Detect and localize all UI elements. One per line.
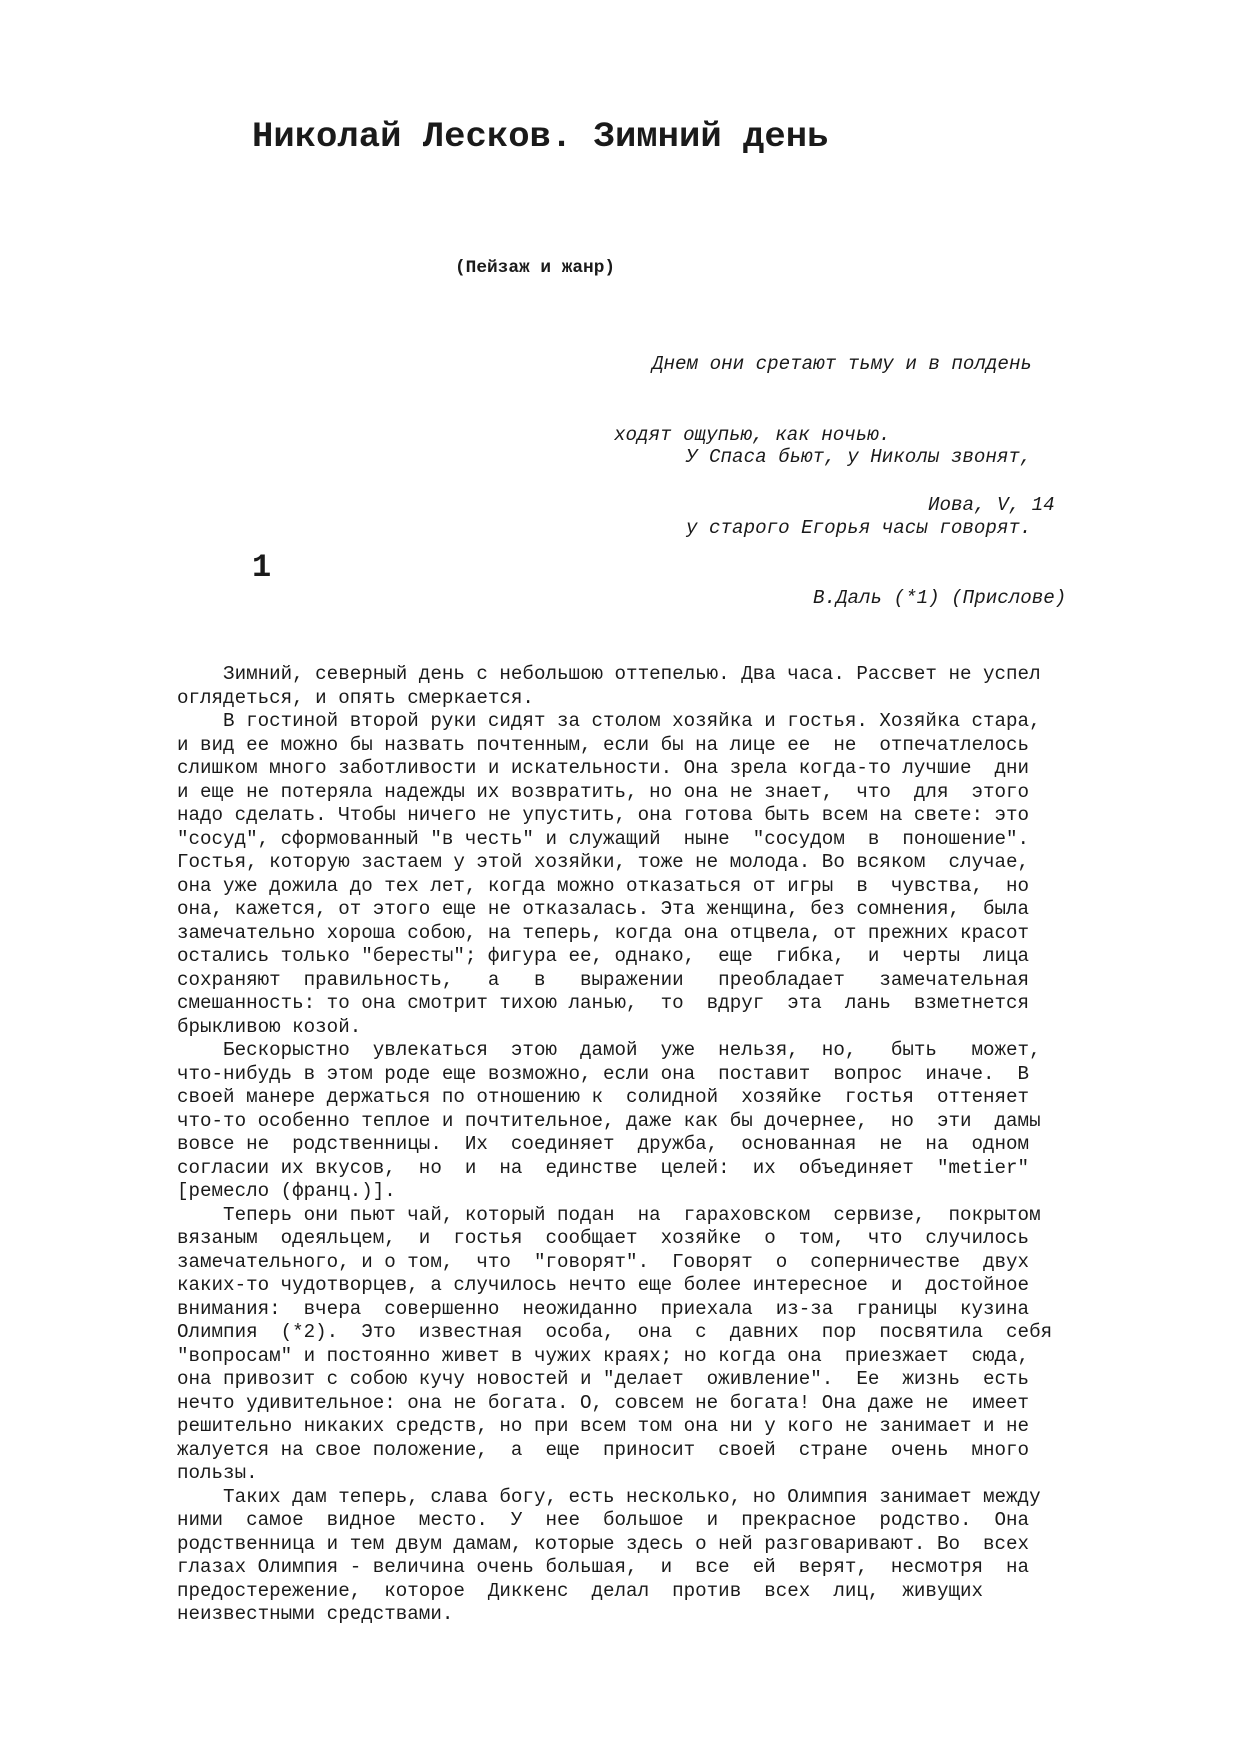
body-line: и вид ее можно бы назвать почтенным, если бы на лице ее не отпечатлелось: [177, 733, 1030, 756]
body-line: неизвестными средствами.: [177, 1603, 454, 1625]
body-line: родственница и тем двум дамам, которые здесь о ней разговаривают. Во всех: [177, 1532, 1030, 1555]
epigraph-dahl: [686, 399, 1066, 634]
body-line: внимания: вчера совершенно неожиданно приехала из-за границы кузина: [177, 1297, 1030, 1320]
body-line: Таких дам теперь, слава богу, есть несколько, но Олимпия занимает между: [177, 1485, 1041, 1508]
body-line: и еще не потеряла надежды их возвратить, но она не знает, что для этого: [177, 780, 1030, 803]
body-line: брыкливою козой.: [177, 1015, 362, 1038]
document-title: Николай Лесков. Зимний день: [252, 116, 829, 157]
body-line: глазах Олимпия - величина очень большая, и все ей верят, несмотря на: [177, 1556, 1030, 1578]
body-line: предостережение, которое Диккенс делал против всех лиц, живущих: [177, 1579, 984, 1602]
body-line: согласии их вкусов, но и на единстве целей: их объединяет "metier": [177, 1156, 1030, 1179]
body-line: остались только "бересты"; фигура ее, однако, еще гибка, и черты лица: [177, 945, 1030, 967]
body-line: Теперь они пьют чай, который подан на гараховском сервизе, покрытом: [177, 1203, 1041, 1226]
body-text: [177, 663, 1097, 1627]
body-line: надо сделать. Чтобы ничего не упустить, она готова быть всем на свете: это: [177, 804, 1030, 826]
body-line: слишком много заботливости и искательности. Она зрела когда-то лучшие дни: [177, 757, 1030, 779]
body-line: замечательного, и о том, что "говорят". Говорят о соперничестве двух: [177, 1250, 1030, 1273]
body-line: смешанность: то она смотрит тихою ланью, то вдруг эта лань взметнется: [177, 992, 1030, 1014]
body-line: что-нибудь в этом роде еще возможно, если она поставит вопрос иначе. В: [177, 1062, 1030, 1085]
epigraph-line: Днем они сретают тьму и в полдень: [652, 353, 1032, 375]
epigraph-line: У Спаса бьют, у Николы звонят,: [686, 446, 1032, 468]
body-line: вязаным одеяльцем, и гостья сообщает хозяйке о том, что случилось: [177, 1227, 1030, 1249]
body-line: нечто удивительное: она не богата. О, совсем не богата! Она даже не имеет: [177, 1391, 1030, 1414]
chapter-number: 1: [252, 549, 272, 586]
body-line: Зимний, северный день с небольшою оттепелью. Два часа. Рассвет не успел: [177, 663, 1041, 685]
body-line: жалуется на свое положение, а еще приносит своей стране очень много: [177, 1438, 1030, 1461]
body-line: замечательно хороша собою, на теперь, когда она отцвела, от прежних красот: [177, 921, 1030, 944]
body-line: каких-то чудотворцев, а случилось нечто еще более интересное и достойное: [177, 1274, 1030, 1296]
body-line: Бескорыстно увлекаться этою дамой уже нельзя, но, быть может,: [177, 1039, 1041, 1061]
epigraph-attribution: В.Даль (*1) (Прислове): [813, 587, 1067, 609]
body-line: своей манере держаться по отношению к солидной хозяйке гостья оттеняет: [177, 1086, 1030, 1108]
epigraph-line: у старого Егорья часы говорят.: [686, 516, 1032, 539]
body-line: ними самое видное место. У нее большое и прекрасное родство. Она: [177, 1509, 1030, 1531]
epigraph-attribution: Иова, V, 14: [928, 494, 1055, 516]
body-line: "сосуд", сформованный "в честь" и служащий ныне "сосудом в поношение".: [177, 827, 1030, 850]
body-line: пользы.: [177, 1462, 258, 1484]
body-line: она уже дожила до тех лет, когда можно отказаться от игры в чувства, но: [177, 874, 1030, 897]
body-line: она привозит с собою кучу новостей и "делает оживление". Ее жизнь есть: [177, 1368, 1030, 1390]
document-subtitle: (Пейзаж и жанр): [455, 258, 616, 278]
body-line: "вопросам" и постоянно живет в чужих краях; но когда она приезжает сюда,: [177, 1344, 1030, 1367]
body-line: Олимпия (*2). Это известная особа, она с давних пор посвятила себя: [177, 1321, 1053, 1343]
body-line: решительно никаких средств, но при всем том она ни у кого не занимает и не: [177, 1415, 1030, 1437]
body-line: оглядеться, и опять смеркается.: [177, 686, 534, 709]
body-line: [ремесло (франц.)].: [177, 1180, 396, 1202]
epigraph-line: ходят ощупью, как ночью.: [614, 423, 891, 446]
body-line: что-то особенно теплое и почтительное, даже как бы дочернее, но эти дамы: [177, 1109, 1041, 1132]
body-line: сохраняют правильность, а в выражении преобладает замечательная: [177, 968, 1030, 991]
body-line: она, кажется, от этого еще не отказалась. Эта женщина, без сомнения, была: [177, 898, 1030, 920]
body-line: вовсе не родственницы. Их соединяет дружба, основанная не на одном: [177, 1133, 1030, 1155]
body-line: В гостиной второй руки сидят за столом хозяйка и гостья. Хозяйка стара,: [177, 710, 1041, 732]
body-line: Гостья, которую застаем у этой хозяйки, тоже не молода. Во всяком случае,: [177, 851, 1030, 873]
